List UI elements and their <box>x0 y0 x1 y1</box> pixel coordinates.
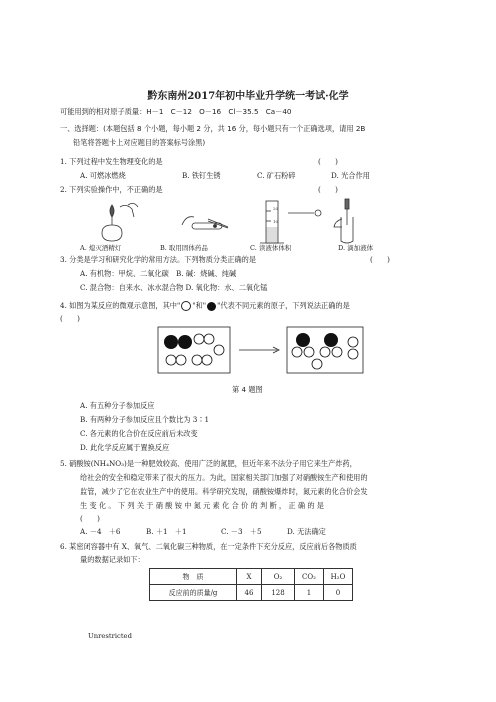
q6-data-table <box>149 568 353 601</box>
white-atom-icon <box>181 301 191 311</box>
q3-stem: 3. 分类是学习和研究化学的常用方法。下列物质分类正确的是 <box>60 255 257 264</box>
q5-line3: 监管，减少了它在农业生产中的使用。科学研究发现，硝酸铵爆炸时，氮元素的化合价会发 <box>80 487 368 496</box>
section-heading-line1: 一、选择题：(本题包括 8 个小题，每小题 2 分，共 16 分，每小题只有一个正确选项，请用 2B <box>60 124 366 133</box>
q5-option-a: A. －4 ＋6 <box>80 527 121 536</box>
q4-option-d: D. 此化学反应属于置换反应 <box>80 443 170 452</box>
q1-option-b: B. 铁钉生锈 <box>182 171 221 180</box>
table-header-cell: H₂O <box>324 569 353 585</box>
table-cell: 128 <box>262 585 295 601</box>
dropper-icon <box>334 199 353 243</box>
table-header-cell: X <box>237 569 262 585</box>
q3-bracket: ( ) <box>370 255 390 264</box>
q2-stem: 2. 下列实验操作中，不正确的是 <box>60 185 163 194</box>
q4-stem-c: "代表不同元素的原子，下列说法正确的是 <box>217 301 350 310</box>
q5-line4: 生 变 化 。 下 列 关 于 硝 酸 铵 中 氮 元 素 化 合 价 的 判 断 ， 正 确 的 是 <box>80 501 324 510</box>
atomic-masses: 可能用到的相对原子质量：H－1 C－12 O－16 Cl－35.5 Ca－40 <box>60 107 292 116</box>
cylinder-mark-10: 10 <box>273 219 279 224</box>
q2-figures <box>90 197 450 247</box>
q3-options-cd: C. 混合物：自来水、冰水混合物 D. 氧化物：水、二氧化锰 <box>80 283 268 292</box>
q5-option-b: B. ＋1 ＋1 <box>146 527 187 536</box>
q5-option-c: C. －3 ＋5 <box>221 527 262 536</box>
q4-option-a: A. 有五种分子参加反应 <box>80 401 155 410</box>
table-row <box>150 585 353 601</box>
q6-line1: 6. 某密闭容器中有 X、氧气、二氧化碳三种物质，在一定条件下充分反应，反应前后各物质质 <box>60 542 357 551</box>
table-header-row <box>150 569 353 585</box>
q3-options-ab: A. 有机物：甲烷、二氧化碳 B. 碱：烧碱、纯碱 <box>80 269 237 278</box>
q2-caption-b: B. 取用固体药品 <box>160 244 208 252</box>
product-molecules <box>292 333 358 369</box>
q4-reaction-diagram <box>157 326 367 376</box>
q1-option-a: A. 可燃冰燃烧 <box>80 171 126 180</box>
table-header-cell: O₂ <box>262 569 295 585</box>
q4-bracket: ( ) <box>60 314 80 323</box>
table-cell: 46 <box>237 585 262 601</box>
q1-option-d: D. 光合作用 <box>331 171 370 180</box>
test-tube-tweezers-icon <box>182 217 228 229</box>
q4-figure-caption: 第 4 题图 <box>232 385 263 394</box>
reactant-molecules <box>164 334 224 365</box>
q4-stem-b: "和" <box>192 301 207 310</box>
q1-option-c: C. 矿石粉碎 <box>257 171 296 180</box>
q1-bracket: ( ) <box>318 157 338 166</box>
black-atom-icon <box>207 302 216 311</box>
table-cell: 反应前的质量/g <box>150 585 237 601</box>
page-title: 黔东南州2017年初中毕业升学统一考试·化学 <box>147 91 349 102</box>
table-cell: 0 <box>324 585 353 601</box>
q5-line2: 给社会的安全和稳定带来了很大的压力。为此，国家相关部门加强了对硝酸铵生产和使用的 <box>80 473 368 482</box>
q4-stem <box>60 301 350 311</box>
section-heading-line2: 铅笔将答题卡上对应题目的答案标号涂黑) <box>73 138 206 147</box>
q4-stem-a: 4. 如图为某反应的微观示意图，其中" <box>60 301 181 310</box>
q1-stem: 1. 下列过程中发生物理变化的是 <box>60 157 163 166</box>
footer-label: Unrestricted <box>88 632 132 640</box>
q2-caption-c: C. 读液体体积 <box>250 244 292 252</box>
q5-bracket: ( ) <box>80 514 100 523</box>
table-header-cell: 物 质 <box>150 569 237 585</box>
alcohol-lamp-icon <box>102 203 138 241</box>
cylinder-mark-20: 20 <box>273 206 279 211</box>
q2-caption-d: D. 滴加液体 <box>338 244 374 252</box>
table-cell: 1 <box>295 585 324 601</box>
q2-bracket: ( ) <box>318 185 338 194</box>
q2-caption-a: A. 熄灭酒精灯 <box>80 244 122 252</box>
q4-option-b: B. 有两种分子参加反应且个数比为 3∶1 <box>80 415 210 424</box>
q5-option-d: D. 无法确定 <box>287 527 326 536</box>
graduated-cylinder-icon <box>260 201 321 243</box>
q4-option-c: C. 各元素的化合价在反应前后未改变 <box>80 429 198 438</box>
q6-line2: 量的数据记录如下： <box>80 555 145 564</box>
table-header-cell: CO₂ <box>295 569 324 585</box>
q5-line1: 5. 硝酸铵(NH₄NO₃)是一种肥效较高、使用广泛的氮肥，但近年来不法分子用它来生产炸药， <box>60 459 357 468</box>
